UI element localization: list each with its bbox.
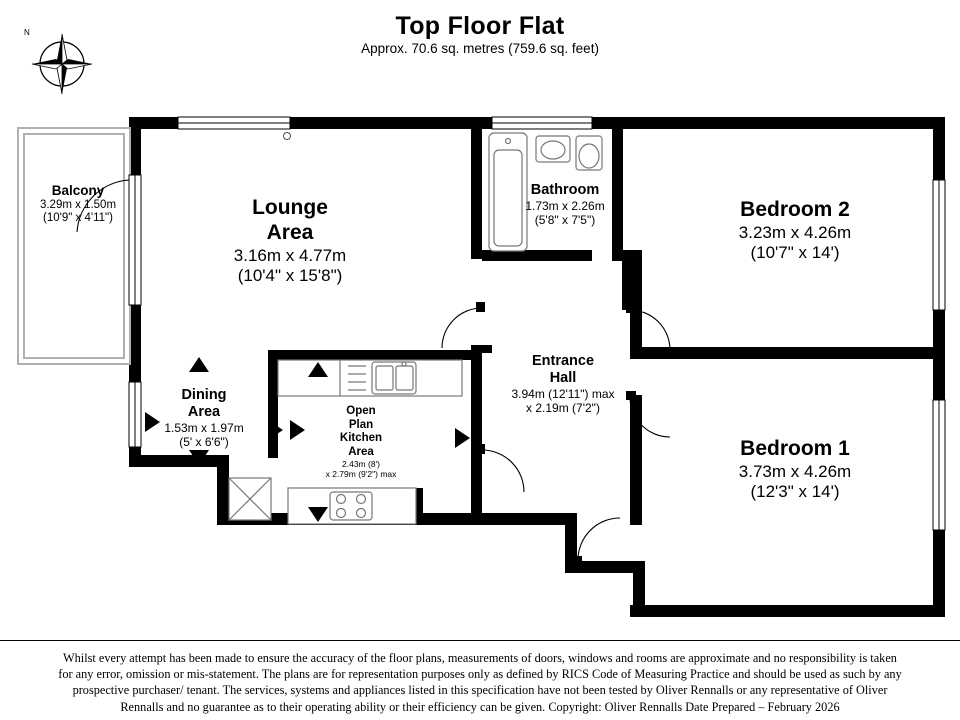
- room-label-lounge: [185, 196, 395, 286]
- door-leaves: [476, 302, 636, 565]
- room-name-bathroom: Bathroom: [530, 182, 600, 198]
- disclaimer-text: [10, 650, 950, 715]
- disclaimer-line-2: for any error, omission or mis-statement. The plans are for representation purposes only as defined by RICS Code of Measuring Practice and should be used as such by any: [58, 667, 902, 682]
- disclaimer-line-4: Rennalls and no guarantee as to their operating ability or their efficiency can be given. Copyright: Oliver Rennalls Date Prepared – February 2026: [120, 699, 840, 714]
- room-dim-bedroom-1-metric: 3.73m x 4.26m: [738, 461, 852, 481]
- room-dim-hall-imperial: x 2.19m (7'2"): [526, 401, 600, 416]
- room-dim-lounge-imperial: (10'4" x 15'8"): [237, 265, 343, 285]
- room-dim-bedroom-2-metric: 3.23m x 4.26m: [738, 222, 852, 242]
- room-dim-kitchen-metric: 2.43m (8'): [342, 459, 380, 470]
- disclaimer-line-1: Whilst every attempt has been made to ensure the accuracy of the floor plans, measurements of doors, windows and rooms are approximate and no responsibility is taken: [63, 651, 897, 665]
- room-label-bathroom: [495, 182, 635, 227]
- page-subtitle: Approx. 70.6 sq. metres (759.6 sq. feet): [361, 41, 599, 56]
- room-dim-bathroom-imperial: (5'8" x 7'5"): [534, 213, 596, 228]
- room-label-kitchen-area: [306, 405, 416, 479]
- room-dim-lounge-metric: 3.16m x 4.77m: [233, 245, 347, 265]
- compass-rose-icon: [18, 28, 108, 98]
- room-dim-dining-metric: 1.53m x 1.97m: [164, 421, 244, 436]
- room-dim-balcony-imperial: (10'9" x 4'11"): [43, 212, 113, 225]
- balcony-outline: [18, 128, 130, 364]
- footer-divider: [0, 640, 960, 641]
- room-label-bedroom-1: [690, 437, 900, 502]
- room-label-dining-area: [142, 387, 266, 450]
- room-name-hall-line2: Hall: [549, 370, 577, 387]
- room-name-lounge-line1: Lounge: [252, 196, 328, 219]
- room-name-lounge-line2: Area: [266, 220, 314, 244]
- room-dim-kitchen-imperial: x 2.79m (9'2") max: [325, 469, 397, 480]
- room-label-bedroom-2: [690, 198, 900, 263]
- room-dim-bedroom-1-imperial: (12'3" x 14'): [750, 481, 840, 501]
- room-label-entrance-hall: [488, 353, 638, 416]
- room-name-kitchen-line4: Area: [348, 445, 374, 458]
- room-dim-hall-metric: 3.94m (12'11") max: [511, 387, 615, 402]
- room-name-dining-line2: Area: [187, 404, 221, 421]
- compass-north-label: N: [24, 28, 30, 37]
- room-name-bedroom-2: Bedroom 2: [740, 198, 850, 221]
- room-name-bedroom-1: Bedroom 1: [740, 437, 850, 460]
- room-name-kitchen-line1: Open: [346, 405, 376, 417]
- room-dim-bedroom-2-imperial: (10'7" x 14'): [750, 242, 840, 262]
- disclaimer-line-3: prospective purchaser/ tenant. The services, systems and appliances listed in this specification have not been tested by Oliver Rennalls or any representative of Oliver: [72, 683, 888, 698]
- room-name-kitchen-line2: Plan: [348, 418, 374, 431]
- room-name-kitchen-line3: Kitchen: [339, 432, 383, 445]
- room-name-dining-line1: Dining: [181, 387, 227, 403]
- room-label-balcony: [10, 183, 146, 226]
- room-dim-balcony-metric: 3.29m x 1.50m: [39, 198, 117, 211]
- room-dim-dining-imperial: (5' x 6'6"): [179, 435, 229, 450]
- room-name-hall-line1: Entrance: [531, 353, 595, 369]
- room-dim-bathroom-metric: 1.73m x 2.26m: [525, 199, 605, 214]
- page-title: Top Floor Flat: [395, 12, 565, 40]
- room-name-balcony: Balcony: [51, 183, 105, 198]
